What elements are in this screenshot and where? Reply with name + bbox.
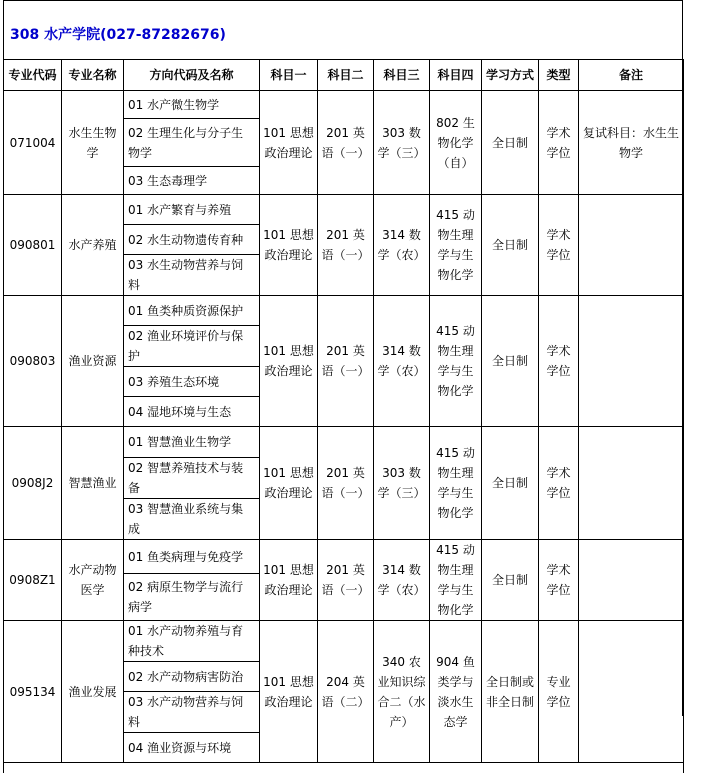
table-row [4,427,684,458]
subject3-cell: 314 数学（农） [374,540,430,621]
mode-cell: 全日制 [482,296,539,427]
header-subject4: 科目四 [430,60,482,91]
note-cell: 复试科目：水生生物学 [579,91,684,195]
mode-cell: 全日制 [482,540,539,621]
note-cell [579,621,684,763]
major-name: 水产养殖 [62,195,124,296]
direction-item: 02 生理生化与分子生物学 [124,119,260,167]
mode-cell: 全日制 [482,427,539,540]
header-row [4,60,684,91]
direction-item: 03 智慧渔业系统与集成 [124,499,260,540]
subject3-cell: 314 数学（农） [374,296,430,427]
major-name: 渔业资源 [62,296,124,427]
direction-item: 02 水生动物遗传育种 [124,225,260,255]
subject1-cell: 101 思想政治理论 [260,91,318,195]
subject4-cell: 415 动物生理学与生物化学 [430,540,482,621]
subject1-cell: 101 思想政治理论 [260,296,318,427]
header-subject1: 科目一 [260,60,318,91]
header-subject3: 科目三 [374,60,430,91]
note-cell [579,296,684,427]
major-name: 智慧渔业 [62,427,124,540]
subject2-cell: 201 英语（一） [318,296,374,427]
mode-cell: 全日制 [482,91,539,195]
note-cell [579,195,684,296]
subject3-cell: 314 数学（农） [374,195,430,296]
note-cell [579,427,684,540]
subject1-cell: 101 思想政治理论 [260,427,318,540]
partial-cell [4,763,684,773]
subject4-cell: 415 动物生理学与生物化学 [430,195,482,296]
type-cell: 专业学位 [539,621,579,763]
direction-item: 02 智慧养殖技术与装备 [124,458,260,499]
header-subject2: 科目二 [318,60,374,91]
direction-item: 04 渔业资源与环境 [124,733,260,763]
major-code: 090803 [4,296,62,427]
subject3-cell: 303 数学（三） [374,91,430,195]
direction-item: 01 水产微生物学 [124,91,260,119]
header-note: 备注 [579,60,684,91]
direction-item: 01 水产动物养殖与育种技术 [124,621,260,662]
direction-item: 01 鱼类病理与免疫学 [124,540,260,574]
subject4-cell: 415 动物生理学与生物化学 [430,427,482,540]
direction-item: 02 水产动物病害防治 [124,662,260,692]
direction-item: 01 水产繁育与养殖 [124,195,260,225]
header-mode: 学习方式 [482,60,539,91]
table-row [4,195,684,225]
table-row [4,296,684,326]
table-row [4,621,684,662]
subject4-cell: 415 动物生理学与生物化学 [430,296,482,427]
direction-item: 03 水生动物营养与饲料 [124,255,260,296]
major-code: 095134 [4,621,62,763]
major-name: 水生生物学 [62,91,124,195]
direction-item: 04 湿地环境与生态 [124,397,260,427]
table-row [4,540,684,574]
direction-item: 01 鱼类种质资源保护 [124,296,260,326]
direction-item: 03 养殖生态环境 [124,367,260,397]
major-name: 渔业发展 [62,621,124,763]
header-type: 类型 [539,60,579,91]
header-code: 专业代码 [4,60,62,91]
admission-table [3,59,684,773]
subject4-cell: 904 鱼类学与淡水生态学 [430,621,482,763]
subject1-cell: 101 思想政治理论 [260,195,318,296]
subject2-cell: 201 英语（一） [318,427,374,540]
subject1-cell: 101 思想政治理论 [260,621,318,763]
type-cell: 学术学位 [539,427,579,540]
direction-item: 02 渔业环境评价与保护 [124,326,260,367]
type-cell: 学术学位 [539,195,579,296]
direction-item: 02 病原生物学与流行病学 [124,574,260,621]
table-row-partial [4,763,684,773]
subject4-cell: 802 生物化学（自） [430,91,482,195]
subject3-cell: 340 农业知识综合二（水产） [374,621,430,763]
major-code: 071004 [4,91,62,195]
major-code: 0908J2 [4,427,62,540]
direction-item: 03 水产动物营养与饲料 [124,692,260,733]
college-title: 308 水产学院(027-87282676) [10,24,226,44]
direction-item: 01 智慧渔业生物学 [124,427,260,458]
mode-cell: 全日制或非全日制 [482,621,539,763]
type-cell: 学术学位 [539,91,579,195]
header-direction: 方向代码及名称 [124,60,260,91]
major-code: 090801 [4,195,62,296]
header-name: 专业名称 [62,60,124,91]
major-code: 0908Z1 [4,540,62,621]
subject1-cell: 101 思想政治理论 [260,540,318,621]
subject2-cell: 204 英语（二） [318,621,374,763]
subject3-cell: 303 数学（三） [374,427,430,540]
major-name: 水产动物医学 [62,540,124,621]
mode-cell: 全日制 [482,195,539,296]
type-cell: 学术学位 [539,296,579,427]
note-cell [579,540,684,621]
subject2-cell: 201 英语（一） [318,91,374,195]
direction-item: 03 生态毒理学 [124,167,260,195]
type-cell: 学术学位 [539,540,579,621]
table-row [4,91,684,119]
subject2-cell: 201 英语（一） [318,540,374,621]
subject2-cell: 201 英语（一） [318,195,374,296]
